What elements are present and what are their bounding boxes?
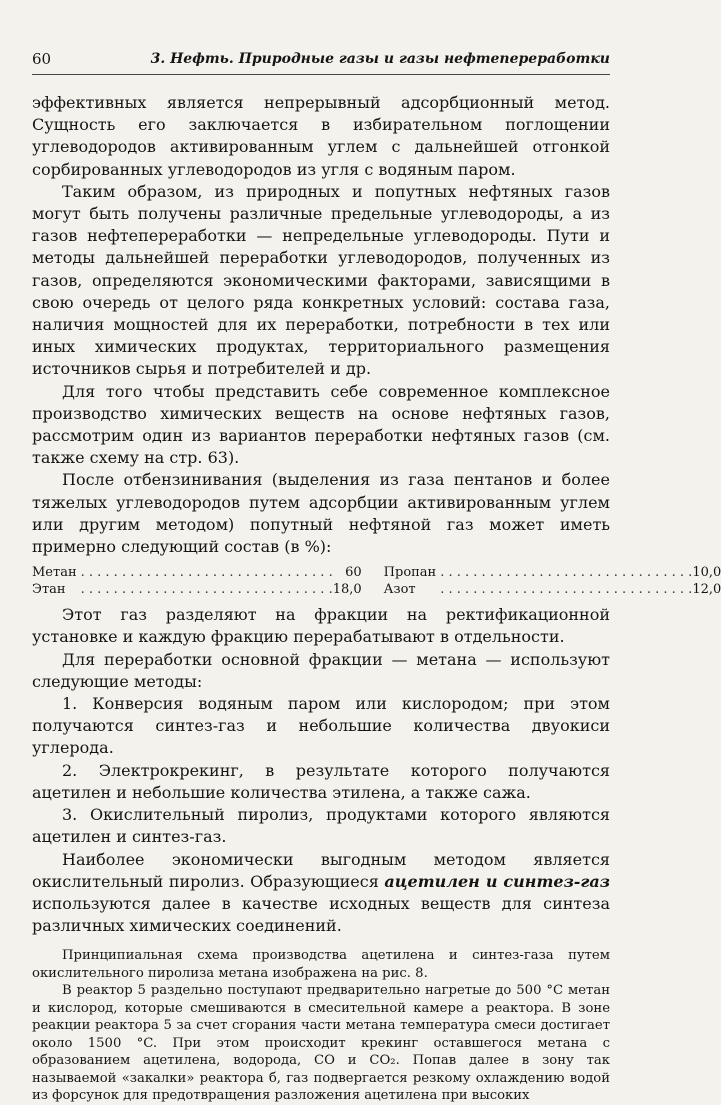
- text-run: Наиболее экономически выгодным методом является окислительный пиролиз. Образующиеся: [32, 849, 610, 891]
- gas-value: 60: [345, 565, 362, 581]
- page-number: 60: [32, 50, 52, 68]
- gas-value: 18,0: [332, 582, 362, 598]
- gas-value: 10,0: [692, 565, 721, 581]
- gas-name: Этан: [32, 582, 66, 598]
- body-text: [32, 92, 721, 1105]
- emphasis-text: ацетилен и синтез-газ: [384, 871, 611, 891]
- running-title: 3. Нефть. Природные газы и газы нефтепереработки: [150, 51, 610, 67]
- small-paragraph: Принципиальная схема производства ацетилена и синтез-газа путем окислительного пиролиза метана изображена на рис. 8.: [32, 948, 610, 981]
- list-item: 1. Конверсия водяным паром или кислородом; при этом получаются синтез-газ и небольшие количества двуокиси углерода.: [32, 694, 610, 758]
- paragraph: [32, 849, 610, 938]
- gas-name: Азот: [383, 582, 416, 598]
- page-header: [32, 50, 610, 75]
- paragraph: Для того чтобы представить себе современное комплексное производство химических веществ на основе нефтяных газов, рассмотрим один из вариантов переработки нефтяных газов (см. также схему на стр. 63).: [32, 381, 610, 468]
- gas-value: 12,0: [692, 582, 721, 598]
- composition-table: [32, 564, 721, 598]
- gas-name: Метан: [32, 565, 77, 581]
- dot-leader: . . . . . . . . . . . . . . . . . . . . . . . . . . . . . . .: [80, 582, 333, 598]
- table-row: [32, 581, 721, 598]
- dot-leader: . . . . . . . . . . . . . . . . . . . . . . . . . . . . . . .: [440, 582, 693, 598]
- paragraph: Этот газ разделяют на фракции на ректификационной установке и каждую фракцию перерабатывают в отдельности.: [32, 605, 610, 647]
- dot-leader: . . . . . . . . . . . . . . . . . . . . . . . . . . . . . . .: [80, 565, 333, 581]
- small-paragraph: В реактор 5 раздельно поступают предварительно нагретые до 500 °C метан и кислород, которые смешиваются в смесительной камере а реактора. В зоне реакции реактора 5 за счет сгорания части метана температура смеси достигает около 1500 °C. При этом происходит крекинг оставшегося метана с образованием ацетилена, водорода, CO и CO₂. Попав далее в зону так называемой «закалки» реактора б, газ подвергается резкому охлаждению водой из форсунок для предотвращения разложения ацетилена при высоких: [32, 983, 610, 1104]
- paragraph: Таким образом, из природных и попутных нефтяных газов могут быть получены различные предельные углеводороды, а из газов нефтепереработки — непредельные углеводороды. Пути и методы дальнейшей переработки углеводородов, полученных из газов, определяются экономическими факторами, зависящими в свою очередь от целого ряда конкретных условий: состава газа, наличия мощностей для их переработки, потребности в тех или иных химических продуктах, территориального размещения источников сырья и потребителей и др.: [32, 181, 610, 379]
- paragraph: Для переработки основной фракции — метана — используют следующие методы:: [32, 649, 610, 691]
- list-item: 2. Электрокрекинг, в результате которого получаются ацетилен и небольшие количества этилена, а также сажа.: [32, 760, 610, 802]
- list-item: 3. Окислительный пиролиз, продуктами которого являются ацетилен и синтез-газ.: [32, 805, 610, 847]
- text-run: используются далее в качестве исходных веществ для синтеза различных химических соединений.: [32, 893, 610, 936]
- table-row: [32, 564, 721, 581]
- paragraph: эффективных является непрерывный адсорбционный метод. Сущность его заключается в избирательном поглощении углеводородов активированным углем с дальнейшей отгонкой сорбированных углеводородов из угля с водяным паром.: [32, 93, 610, 179]
- dot-leader: . . . . . . . . . . . . . . . . . . . . . . . . . . . . . . .: [440, 565, 693, 581]
- small-print-block: [32, 947, 610, 1105]
- gas-name: Пропан: [383, 565, 437, 581]
- paragraph: После отбензинивания (выделения из газа пентанов и более тяжелых углеводородов путем адсорбции активированным углем или другим методом) попутный нефтяной газ может иметь примерно следующий состав (в %):: [32, 470, 610, 557]
